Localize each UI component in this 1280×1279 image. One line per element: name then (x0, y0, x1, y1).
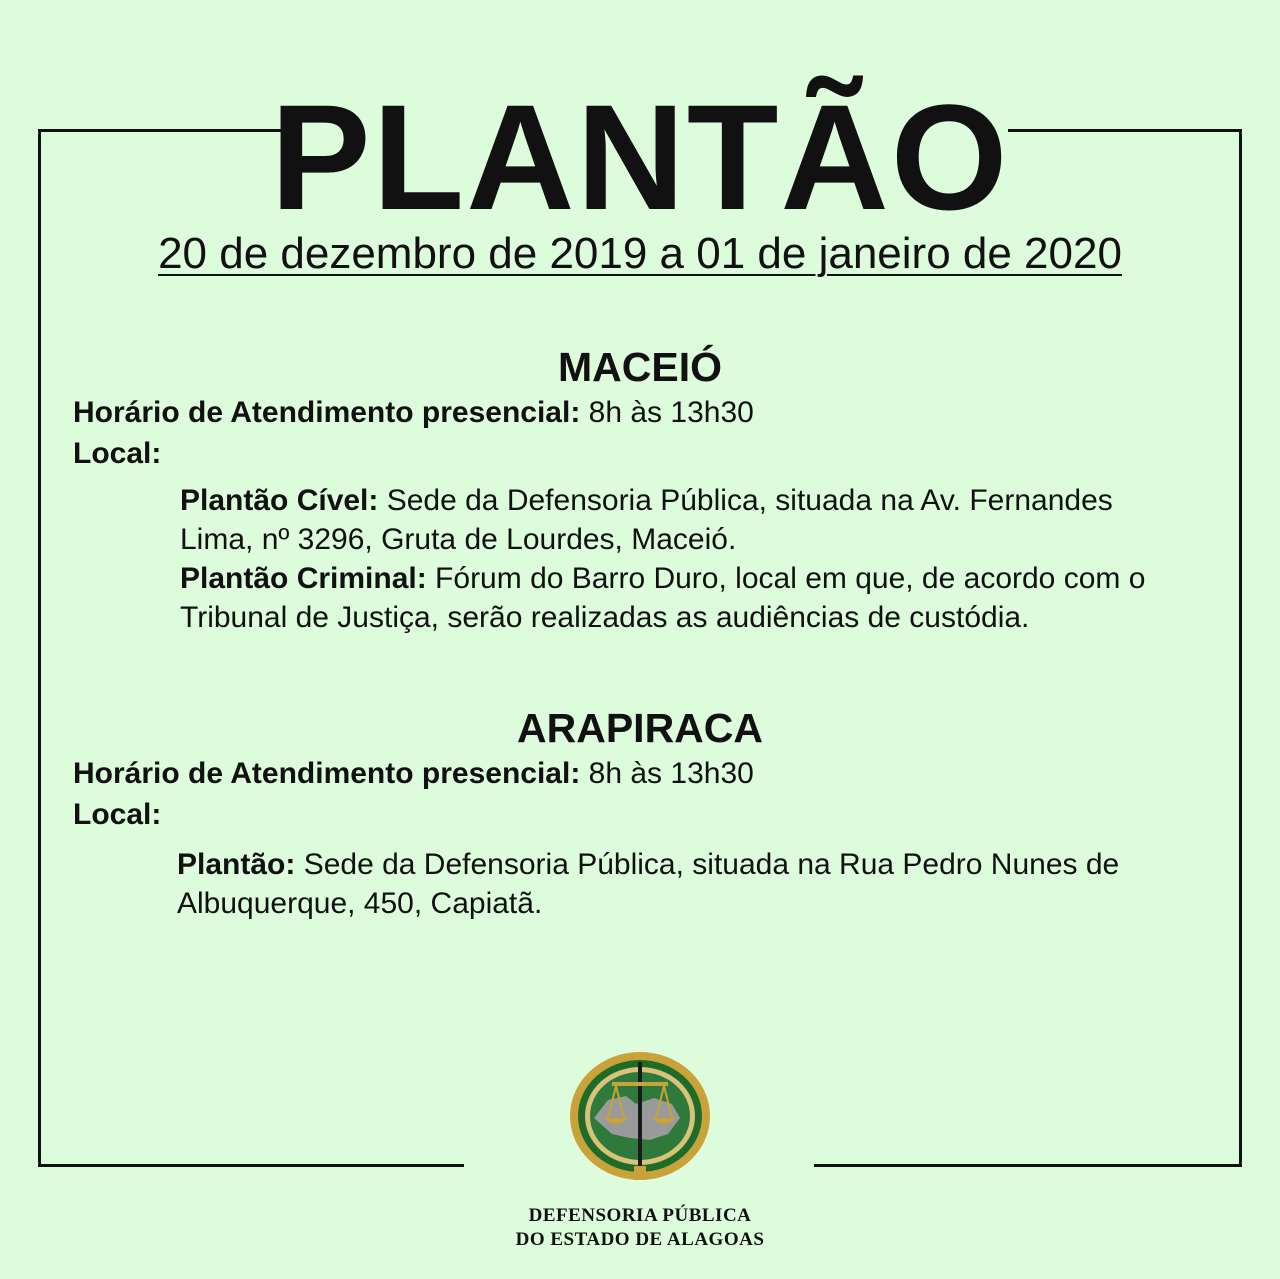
page-title: PLANTÃO (270, 73, 1010, 241)
arapiraca-hours-value: 8h às 13h30 (580, 757, 754, 790)
date-range: 20 de dezembro de 2019 a 01 de janeiro de 2020 (158, 229, 1122, 278)
maceio-civel-text: Sede da Defensoria Pública, situada na Av. Fernandes Lima, nº 3296, Gruta de Lourdes, Maceió. (180, 484, 1113, 556)
defensoria-emblem-icon (564, 1048, 716, 1188)
maceio-civel-label: Plantão Cível: (180, 484, 379, 517)
arapiraca-local-row (73, 796, 161, 834)
border-frame (38, 130, 1242, 1166)
maceio-criminal-text: Fórum do Barro Duro, local em que, de acordo com o Tribunal de Justiça, serão realizadas as audiências de custódia. (180, 562, 1146, 634)
arapiraca-local-label: Local: (73, 798, 162, 831)
maceio-criminal-block (180, 559, 1180, 637)
city-heading-maceio: MACEIÓ (558, 344, 722, 390)
maceio-hours-label: Horário de Atendimento presencial: (73, 396, 581, 429)
arapiraca-plantao-label: Plantão: (177, 848, 296, 881)
frame-bottom-right-line (814, 1164, 1242, 1167)
arapiraca-hours-row (73, 755, 754, 793)
maceio-hours-row (73, 394, 754, 432)
arapiraca-hours-label: Horário de Atendimento presencial: (73, 757, 581, 790)
org-name-line1: DEFENSORIA PÚBLICA (528, 1205, 752, 1226)
city-heading-arapiraca: ARAPIRACA (517, 705, 763, 751)
maceio-local-row (73, 435, 161, 473)
maceio-criminal-label: Plantão Criminal: (180, 562, 427, 595)
maceio-hours-value: 8h às 13h30 (580, 396, 754, 429)
org-name-line2: DO ESTADO DE ALAGOAS (515, 1229, 765, 1250)
maceio-civel-block (180, 481, 1180, 559)
arapiraca-plantao-block (177, 845, 1207, 923)
arapiraca-plantao-text: Sede da Defensoria Pública, situada na Rua Pedro Nunes de Albuquerque, 450, Capiatã. (177, 848, 1120, 920)
maceio-local-label: Local: (73, 437, 162, 470)
frame-bottom-left-line (38, 1164, 464, 1167)
